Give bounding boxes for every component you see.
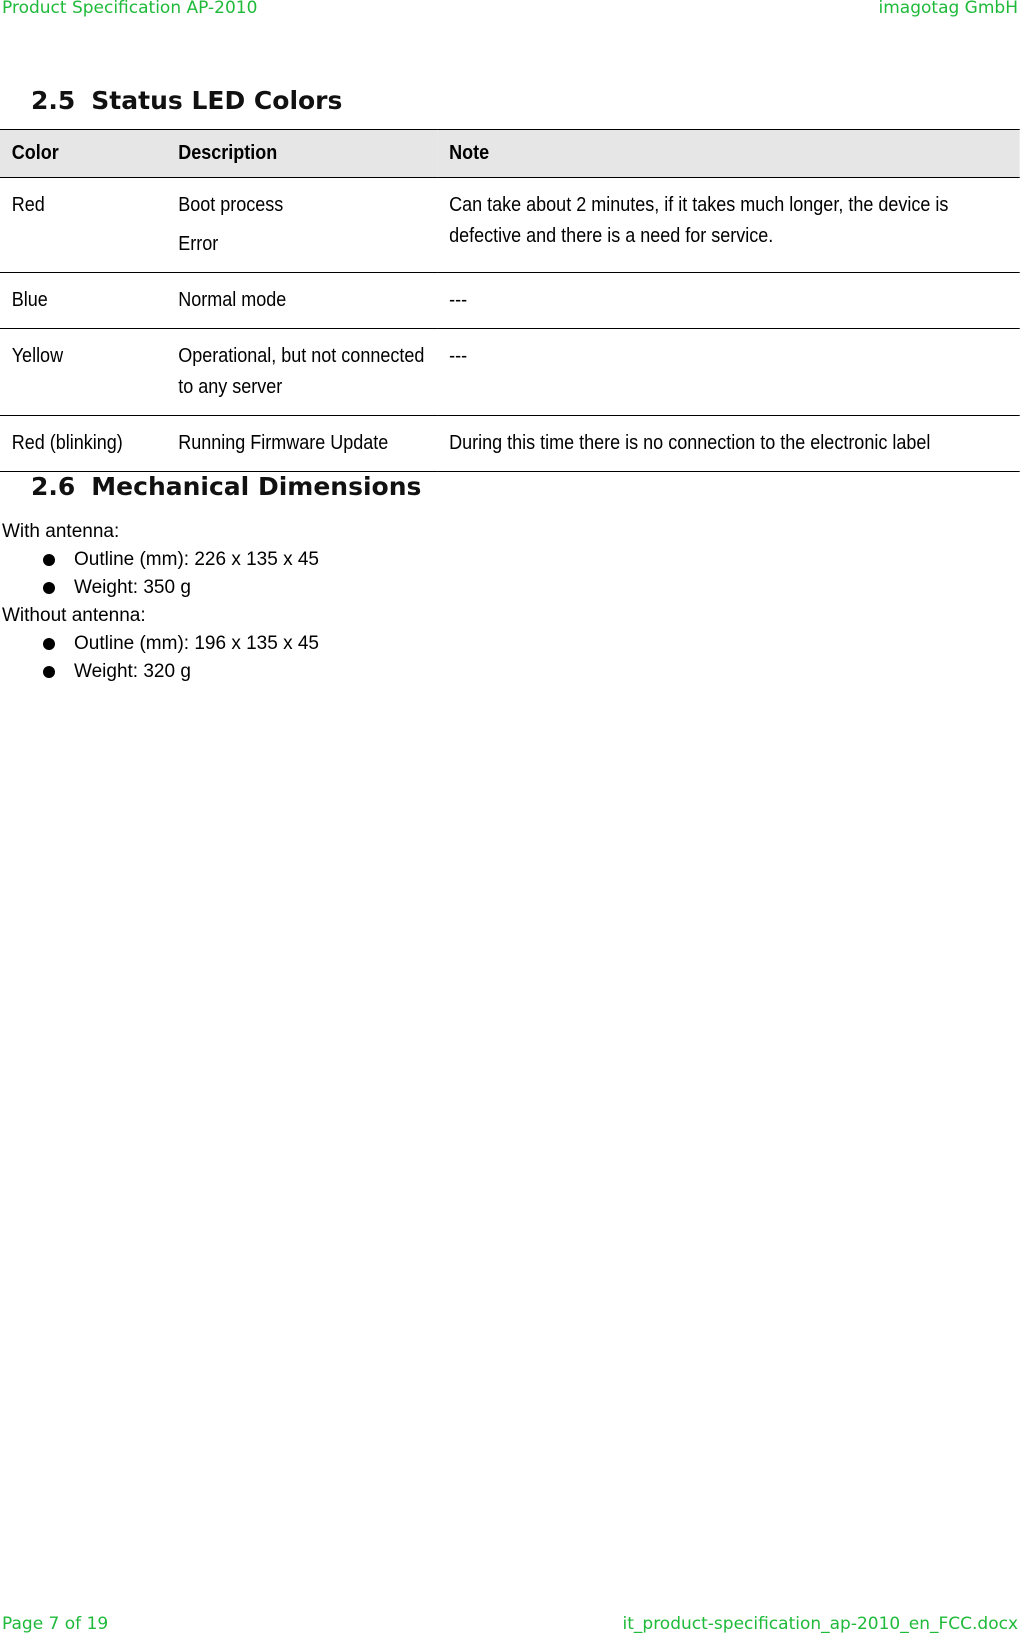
bullet-icon bbox=[43, 554, 55, 566]
mechanical-dimensions-list bbox=[2, 518, 319, 686]
header-company: imagotag GmbH bbox=[878, 0, 1018, 18]
cell-description bbox=[167, 273, 438, 329]
list-item bbox=[43, 546, 319, 574]
cell-color: Yellow bbox=[0, 329, 167, 416]
section-number: 2.6 bbox=[31, 472, 76, 501]
table-row bbox=[0, 329, 1020, 416]
bullet-icon bbox=[43, 666, 55, 678]
cell-note: During this time there is no connection to the electronic label bbox=[437, 416, 1019, 472]
without-antenna-label: Without antenna: bbox=[2, 605, 146, 626]
section-number: 2.5 bbox=[31, 86, 76, 115]
cell-color: Red (blinking) bbox=[0, 416, 167, 472]
list-item-text: Outline (mm): 196 x 135 x 45 bbox=[74, 633, 319, 654]
with-antenna-label: With antenna: bbox=[2, 521, 120, 542]
header-doc-title: Product Specification AP-2010 bbox=[2, 0, 258, 18]
table-row bbox=[0, 273, 1020, 329]
cell-note: Can take about 2 minutes, if it takes much longer, the device is defective and there is a need for service. bbox=[437, 178, 1019, 273]
list-item-text: Outline (mm): 226 x 135 x 45 bbox=[74, 549, 319, 570]
column-header-note: Note bbox=[437, 130, 1019, 178]
without-antenna-items bbox=[2, 630, 319, 686]
footer-filename: it_product-specification_ap-2010_en_FCC.docx bbox=[622, 1614, 1018, 1634]
section-title: Status LED Colors bbox=[91, 86, 343, 115]
cell-description bbox=[167, 416, 438, 472]
cell-description bbox=[167, 329, 438, 416]
cell-note: --- bbox=[437, 273, 1019, 329]
table-header-row bbox=[0, 130, 1020, 178]
section-title: Mechanical Dimensions bbox=[91, 472, 422, 501]
footer-page-number: Page 7 of 19 bbox=[2, 1614, 109, 1634]
section-heading-status-led bbox=[31, 86, 342, 115]
description-line: Normal mode bbox=[178, 289, 287, 311]
column-header-description: Description bbox=[167, 130, 438, 178]
list-item bbox=[43, 574, 319, 602]
section-heading-mechanical-dimensions bbox=[31, 472, 421, 501]
table-row bbox=[0, 416, 1020, 472]
description-line: Boot process bbox=[178, 194, 284, 216]
description-line: Operational, but not connected to any server bbox=[178, 345, 425, 398]
cell-description bbox=[167, 178, 438, 273]
status-led-table bbox=[0, 129, 1020, 472]
cell-color: Red bbox=[0, 178, 167, 273]
description-line: Running Firmware Update bbox=[178, 432, 389, 454]
with-antenna-items bbox=[2, 546, 319, 602]
list-item-text: Weight: 350 g bbox=[74, 577, 191, 598]
bullet-icon bbox=[43, 638, 55, 650]
list-item bbox=[43, 630, 319, 658]
cell-note: --- bbox=[437, 329, 1019, 416]
bullet-icon bbox=[43, 582, 55, 594]
page-header bbox=[0, 0, 1020, 18]
cell-color: Blue bbox=[0, 273, 167, 329]
list-item-text: Weight: 320 g bbox=[74, 661, 191, 682]
page-footer bbox=[0, 1614, 1020, 1634]
column-header-color: Color bbox=[0, 130, 167, 178]
list-item bbox=[43, 658, 319, 686]
description-line: Error bbox=[178, 233, 219, 255]
table-row bbox=[0, 178, 1020, 273]
